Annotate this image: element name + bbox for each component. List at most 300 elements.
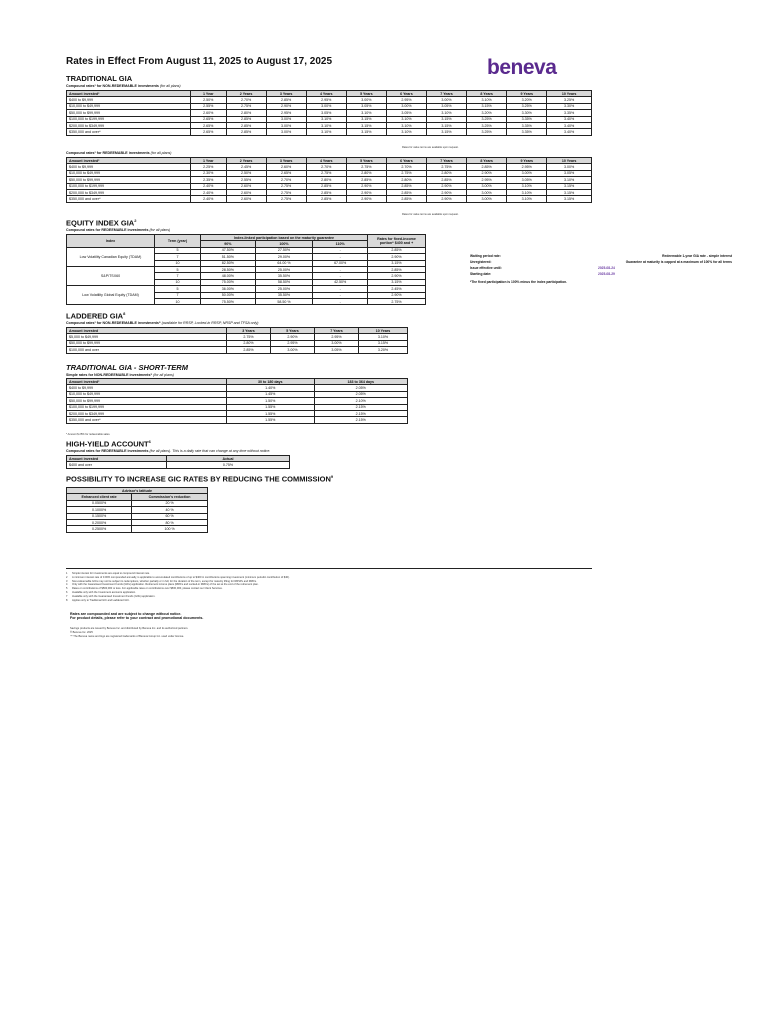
rate-cell: 10 <box>155 279 201 285</box>
rate-cell: 2.80% <box>227 340 271 346</box>
rate-cell: 2.70% <box>306 164 346 170</box>
footnote-text: Non-redeemable GICs may not be subject to redemptions, whether partially or in full, for the duration of the term, except for maturity lifting for RRSPs and RRIFs. <box>72 579 257 583</box>
rate-cell: 3.25% <box>547 97 592 103</box>
short-term-subhead: Simple rates for NON-REDEEMABLE investments⁵ (for all plans) <box>66 373 174 377</box>
row-label: $100,000 to $199,999 <box>67 404 227 410</box>
rate-cell: 3.05% <box>386 110 426 116</box>
rate-cell: 2.75% <box>227 334 271 340</box>
table-row <box>67 526 208 532</box>
rate-cell: 10 <box>155 298 201 304</box>
equity-side-info <box>470 253 732 284</box>
rate-cell: 3.10% <box>306 116 346 122</box>
rate-cell: 0.2500% <box>67 526 132 532</box>
rate-cell: - <box>313 247 368 253</box>
rate-cell: 2.60% <box>266 164 306 170</box>
rate-cell: 3.10% <box>358 334 407 340</box>
rate-cell: 2.35% <box>191 177 227 183</box>
page-title: Rates in Effect From August 11, 2025 to August 17, 2025 <box>66 56 333 67</box>
rate-cell: 2.95% <box>314 334 358 340</box>
rate-cell: 2.75% <box>426 164 466 170</box>
rate-cell: 51.50% <box>201 254 256 260</box>
row-label: $50,000 to $99,999 <box>67 398 227 404</box>
rate-cell: 2.60% <box>191 110 227 116</box>
rate-cell: 2.85% <box>306 189 346 195</box>
rate-cell: 2.95% <box>270 340 314 346</box>
rate-cell: 2.80% <box>386 177 426 183</box>
rate-cell: 2.70% <box>386 164 426 170</box>
rate-cell: 3.10% <box>386 122 426 128</box>
rate-cell: 3.15% <box>467 103 507 109</box>
rate-cell: 2.80% <box>226 110 266 116</box>
rate-cell: 3.00% <box>270 347 314 353</box>
rate-cell: 25.00% <box>255 286 313 292</box>
rate-cell: 2.65% <box>191 116 227 122</box>
rate-cell: 3.25% <box>507 103 547 109</box>
side-info-row <box>470 271 732 277</box>
legal-line: ™ The Beneva name and logo are registered trademarks of Beneva Group Inc. used under license. <box>70 634 184 638</box>
rate-cell: 3.00% <box>386 103 426 109</box>
rate-cell: 2.80% <box>346 170 386 176</box>
rate-cell: 2.60% <box>226 196 266 202</box>
column-header: 5 Years <box>346 158 386 164</box>
rate-cell: 2.80% <box>306 177 346 183</box>
rate-cell: 3.30% <box>507 110 547 116</box>
rate-cell: 29.00% <box>255 254 313 260</box>
column-header: Amount invested³ <box>67 158 191 164</box>
rate-cell: 3.20% <box>507 97 547 103</box>
rate-cell: 3.10% <box>386 129 426 135</box>
guarantee-header: 90% <box>201 241 256 247</box>
column-header: 10 Years <box>547 158 592 164</box>
short-term-table <box>66 378 408 424</box>
rate-cell: 58.50% <box>255 279 313 285</box>
column-header: 5 Years <box>346 91 386 97</box>
legal-notes <box>70 627 188 638</box>
rate-cell: 3.15% <box>547 183 592 189</box>
rate-cell: 2.90% <box>346 196 386 202</box>
equity-index-title: EQUITY INDEX GIA$^2$ <box>66 218 137 228</box>
term-header: Term (year) <box>155 235 201 248</box>
rate-cell: 2.50% <box>191 97 227 103</box>
rate-cell: 60 % <box>132 513 208 519</box>
laddered-gia-title: LADDERED GIA$^8$ <box>66 311 126 321</box>
rate-cell: 3.00% <box>266 122 306 128</box>
traditional-nonred-note: Rates for value terms are available upon request. <box>402 146 459 149</box>
rate-cell: 2.75% <box>346 164 386 170</box>
column-header: 5 Years <box>270 328 314 334</box>
column-header: 3 Years <box>266 91 306 97</box>
index-header: Index <box>67 235 155 248</box>
rate-cell: 2.75% <box>266 183 306 189</box>
rate-cell: 0.0500% <box>67 500 132 506</box>
rate-cell: 0.75% <box>167 462 290 468</box>
rate-cell: 2.75% <box>368 298 426 304</box>
column-header: 8 Years <box>467 91 507 97</box>
rate-cell: 3.20% <box>358 347 407 353</box>
rate-cell: 3.00% <box>467 189 507 195</box>
column-header: 9 Years <box>507 91 547 97</box>
beneva-logo: beneva <box>487 56 557 79</box>
rate-cell: 2.90% <box>368 254 426 260</box>
rate-cell: 2.90% <box>266 103 306 109</box>
column-header: 1 Year <box>191 158 227 164</box>
rate-cell: 35.50% <box>255 273 313 279</box>
table-row <box>67 347 408 353</box>
footnote <box>66 599 586 603</box>
equity-subhead: Compound rates for REDEEMABLE investments (for all plans) <box>66 228 171 232</box>
rate-cell: 47.50% <box>201 247 256 253</box>
rate-cell: 3.30% <box>547 103 592 109</box>
rate-cell: 1.55% <box>227 410 315 416</box>
rate-cell: 2.65% <box>266 170 306 176</box>
footnote-number: 1 <box>66 572 68 575</box>
column-header: 10 Years <box>547 91 592 97</box>
rate-cell: 2.50% <box>226 170 266 176</box>
rate-cell: 64.00 % <box>255 260 313 266</box>
row-label: $350,000 and over⁴ <box>67 196 191 202</box>
column-header: 2 Years <box>226 91 266 97</box>
rate-cell: 5 <box>155 286 201 292</box>
row-label: $100,000 and over <box>67 347 227 353</box>
rate-cell: 5 <box>155 247 201 253</box>
row-label: $10,000 to $49,999 <box>67 170 191 176</box>
rate-cell: 3.05% <box>306 110 346 116</box>
rate-cell: 27.50% <box>255 247 313 253</box>
rate-cell: 3.15% <box>368 279 426 285</box>
rate-cell: 2.75% <box>226 103 266 109</box>
column-header: 7 Years <box>426 91 466 97</box>
rate-cell: 2.60% <box>226 189 266 195</box>
row-label: $50,000 to $99,999 <box>67 177 191 183</box>
rate-cell: 3.15% <box>547 196 592 202</box>
footnote-number: 3 <box>66 579 68 583</box>
rate-cell: - <box>313 286 368 292</box>
column-header: 183 to 364 days <box>314 379 407 385</box>
rate-cell: 2.85% <box>346 177 386 183</box>
rate-cell: 50.00% <box>201 292 256 298</box>
rate-cell: 2.40% <box>191 189 227 195</box>
participation-header: Index-linked participation based on the maturity guarantee <box>201 235 368 241</box>
column-header: Actual <box>167 456 290 462</box>
footnote-divider <box>66 568 592 569</box>
rate-cell: 2.60% <box>226 183 266 189</box>
row-label: $200,000 to $349,999 <box>67 410 227 416</box>
rate-cell: 3.25% <box>467 129 507 135</box>
rate-cell: 7 <box>155 273 201 279</box>
rate-cell: 3.15% <box>426 122 466 128</box>
table-row <box>67 462 290 468</box>
rate-cell: 2.15% <box>314 404 407 410</box>
column-header: 30 to 180 days <box>227 379 315 385</box>
rate-cell: 3.10% <box>507 189 547 195</box>
rate-cell: 3.10% <box>467 97 507 103</box>
column-header: 4 Years <box>306 158 346 164</box>
rate-cell: 3.15% <box>346 116 386 122</box>
rate-cell: 2.45% <box>368 286 426 292</box>
rate-cell: 1.55% <box>227 417 315 423</box>
rate-cell: - <box>313 298 368 304</box>
footnote-number: 4 <box>66 583 68 587</box>
rate-cell: 3.00% <box>507 170 547 176</box>
rate-cell: 2.80% <box>426 170 466 176</box>
column-header: 7 Years <box>314 328 358 334</box>
legal-line: ® Beneva Inc. 2025 <box>70 630 93 634</box>
row-label: $5,000 to $49,999 <box>67 334 227 340</box>
rate-cell: 2.95% <box>467 177 507 183</box>
traditional-red-subhead: Compound rates¹ for REDEEMABLE investments (for all plans) <box>66 151 172 155</box>
row-label: $100,000 to $199,999 <box>67 183 191 189</box>
rate-cell: 36.00% <box>201 286 256 292</box>
rate-cell: 2.90% <box>368 292 426 298</box>
rate-cell: 2.90% <box>426 196 466 202</box>
guarantee-header: 100% <box>255 241 313 247</box>
rate-cell: 2.85% <box>386 183 426 189</box>
rate-cell: 3.40% <box>547 116 592 122</box>
column-header: Amount invested <box>67 328 227 334</box>
column-header: Amount invested³ <box>67 379 227 385</box>
rate-cell: 3.40% <box>547 129 592 135</box>
column-header: 9 Years <box>507 158 547 164</box>
rate-cell: 3.15% <box>368 260 426 266</box>
column-header: 3 Years <box>227 328 271 334</box>
rate-cell: 3.10% <box>507 183 547 189</box>
column-header: Amount invested³ <box>67 91 191 97</box>
rate-cell: 3.05% <box>346 103 386 109</box>
rate-cell: 2.85% <box>386 196 426 202</box>
index-name: S&P/TSX60 <box>67 266 155 285</box>
row-label: $50,000 to $99,999 <box>67 340 227 346</box>
rate-cell: 82.50% <box>201 260 256 266</box>
rate-cell: 3.15% <box>346 129 386 135</box>
rate-cell: 67.00% <box>313 260 368 266</box>
rate-cell: 2.90% <box>426 189 466 195</box>
equity-index-table <box>66 234 426 305</box>
rate-cell: 2.65% <box>191 122 227 128</box>
rate-cell: 3.15% <box>426 129 466 135</box>
high-yield-title: HIGH-YIELD ACCOUNT$^6$ <box>66 439 151 449</box>
laddered-subhead: Compound rates¹ for NON-REDEEMABLE investments⁹ (available for RRSP, Locked-in RRSP, NRSP and TFSA only) <box>66 321 259 325</box>
rate-cell: 2.85% <box>227 347 271 353</box>
rate-cell: 2.70% <box>266 177 306 183</box>
row-label: $400 and over <box>67 462 167 468</box>
rate-cell: 1.40% <box>227 385 315 391</box>
footnote-text: Simple interest for investments are equal to compound interest rate. <box>72 572 150 575</box>
footnote-text: Only with the Guaranteed Investment Funds (GIFs) application. Retirement income plans (RRIFs and Locked-in RRIFs) of the set at the end of the retirement plan. <box>72 583 259 587</box>
footnote-text: Available only with the Investment accounts application. <box>72 590 136 594</box>
rate-cell: 2.95% <box>386 97 426 103</box>
short-term-note: * Amount $ 25% for redeemable sales. <box>66 433 111 436</box>
rate-cell: 3.00% <box>266 129 306 135</box>
rate-cell: 0.1000% <box>67 507 132 513</box>
rate-cell: 3.25% <box>467 116 507 122</box>
rate-cell: 3.10% <box>547 177 592 183</box>
side-info-label: Waiting period rate: <box>470 254 501 258</box>
rate-cell: 3.20% <box>467 110 507 116</box>
side-info-label: Starting date: <box>470 272 492 276</box>
rate-cell: 2.85% <box>306 183 346 189</box>
rate-cell: 3.00% <box>314 340 358 346</box>
row-label: $350,000 and over⁴ <box>67 417 227 423</box>
rate-cell: 1.50% <box>227 398 315 404</box>
rate-cell: 3.35% <box>507 129 547 135</box>
column-header: Amount invested <box>67 456 167 462</box>
traditional-nonred-subhead: Compound rates¹ for NON-REDEEMABLE investments (for all plans) <box>66 84 181 88</box>
traditional-red-note: Rates for value terms are available upon request. <box>402 213 459 216</box>
rate-cell: 2.85% <box>368 247 426 253</box>
footnote-text: A minimum interest rate of 0.00% compounded annually, is applicable to accumulated contributions of up to $400 in contributions spanning investment (minimum periodic contribution of $40). <box>72 575 290 579</box>
traditional-gia-title: TRADITIONAL GIA <box>66 74 133 83</box>
row-label: $50,000 to $99,999 <box>67 110 191 116</box>
rate-cell: 3.00% <box>306 103 346 109</box>
rate-cell: 2.70% <box>226 97 266 103</box>
rate-cell: 2.85% <box>226 116 266 122</box>
guarantee-header: 110% <box>313 241 368 247</box>
column-header: 2 Years <box>226 158 266 164</box>
rate-cell: 0.1500% <box>67 513 132 519</box>
rate-cell: 2.75% <box>266 196 306 202</box>
rate-cell: 2.30% <box>191 170 227 176</box>
rate-cell: 3.15% <box>358 340 407 346</box>
rate-cell: 3.05% <box>547 170 592 176</box>
row-label: $400 to $9,999 <box>67 164 191 170</box>
row-label: $100,000 to $199,999 <box>67 116 191 122</box>
rate-cell: 25.00% <box>255 266 313 272</box>
rate-cell: 2.85% <box>368 266 426 272</box>
high-yield-subhead: Compound rates for REDEEMABLE investments (for all plans). This is a daily rate that can change at any time without notice. <box>66 449 271 453</box>
column-header: 4 Years <box>306 91 346 97</box>
rate-cell: 3.10% <box>507 196 547 202</box>
table-row <box>67 417 408 423</box>
footnote-number: 8 <box>66 598 68 602</box>
side-info-value: 2025-08-29 <box>598 272 615 276</box>
rate-cell: 2.40% <box>191 183 227 189</box>
rate-cell: 3.00% <box>266 116 306 122</box>
legal-line: Savings products are issued by Beneva Inc. and distributed by Beneva Inc. and its authorized partners. <box>70 627 189 630</box>
row-label: $10,000 to $49,999 <box>67 391 227 397</box>
rate-cell: 42.50% <box>313 279 368 285</box>
rate-cell: 2.15% <box>314 417 407 423</box>
rate-cell: - <box>313 254 368 260</box>
rate-cell: - <box>313 273 368 279</box>
rate-cell: 2.75% <box>266 189 306 195</box>
rate-cell: 20 % <box>132 500 208 506</box>
rate-cell: 58.50 % <box>255 298 313 304</box>
row-label: $350,000 and over⁴ <box>67 129 191 135</box>
rate-cell: 3.00% <box>467 183 507 189</box>
rate-cell: 2.90% <box>346 183 386 189</box>
rate-cell: 1.45% <box>227 391 315 397</box>
rate-cell: 2.85% <box>226 129 266 135</box>
index-name: Low Volatility Canadian Equity (TDAM) <box>67 247 155 266</box>
rate-cell: 3.05% <box>314 347 358 353</box>
rate-cell: - <box>313 292 368 298</box>
footnote-number: 7 <box>66 594 68 598</box>
row-label: $10,000 to $49,999 <box>67 103 191 109</box>
rate-cell: 3.25% <box>467 122 507 128</box>
rate-cell: 2.95% <box>306 97 346 103</box>
rate-cell: 3.00% <box>467 196 507 202</box>
high-yield-table <box>66 455 290 469</box>
rate-cell: 3.35% <box>547 110 592 116</box>
traditional-nonredeemable-table <box>66 90 592 136</box>
column-header: 6 Years <box>386 158 426 164</box>
short-term-title: TRADITIONAL GIA - SHORT-TERM <box>66 363 188 372</box>
rate-cell: 1.55% <box>227 404 315 410</box>
side-info-label: Unregistered: <box>470 260 492 264</box>
column-header: Enhanced client rate <box>67 494 132 500</box>
rate-cell: 2.05% <box>314 391 407 397</box>
rate-cell: 48.00% <box>201 273 256 279</box>
rate-cell: 75.50% <box>201 298 256 304</box>
rate-cell: 3.00% <box>426 97 466 103</box>
index-name: Low Volatility Global Equity (TDAM) <box>67 286 155 305</box>
rate-cell: 3.10% <box>306 122 346 128</box>
rate-cell: 2.65% <box>191 129 227 135</box>
side-info-value: Redeemable 1-year GIA rate - simple interest <box>662 254 732 258</box>
column-header: 6 Years <box>386 91 426 97</box>
rate-cell: 2.90% <box>426 183 466 189</box>
row-label: $200,000 to $349,999 <box>67 122 191 128</box>
rate-cell: 3.40% <box>547 122 592 128</box>
rate-cell: 2.95% <box>266 110 306 116</box>
rate-cell: - <box>313 266 368 272</box>
column-header: 7 Years <box>426 158 466 164</box>
rate-cell: 75.00% <box>201 279 256 285</box>
traditional-redeemable-table <box>66 157 592 203</box>
commission-table <box>66 487 208 533</box>
rate-cell: 2.85% <box>426 177 466 183</box>
column-header: 3 Years <box>266 158 306 164</box>
rate-cell: 35.50% <box>255 292 313 298</box>
rate-cell: 2.45% <box>226 164 266 170</box>
rate-cell: 2.40% <box>191 196 227 202</box>
footnote-number: 2 <box>66 575 68 579</box>
rate-cell: 2.75% <box>306 170 346 176</box>
laddered-gia-table <box>66 327 408 354</box>
side-info-footnote: *The fixed participation is 100% minus the index participation. <box>470 280 568 284</box>
rate-cell: 100 % <box>132 526 208 532</box>
rate-cell: 2.85% <box>467 164 507 170</box>
rate-cell: 2.90% <box>467 170 507 176</box>
rate-cell: 2.15% <box>314 410 407 416</box>
rate-cell: 40 % <box>132 507 208 513</box>
column-header: 8 Years <box>467 158 507 164</box>
advisor-latitude-header: Advisor's latitude <box>67 488 208 494</box>
footnote-text: Available only with the Guaranteed Investment Funds (GIFs) application. <box>72 594 156 598</box>
rate-cell: 3.00% <box>346 97 386 103</box>
table-row <box>67 196 592 202</box>
rate-cell: 80 % <box>132 519 208 525</box>
table-row <box>67 129 592 135</box>
fixed-rate-header: Rates for fixed-income portion⁶ $400 and + <box>368 235 426 248</box>
rate-cell: 2.55% <box>226 177 266 183</box>
row-label: $400 to $9,999 <box>67 97 191 103</box>
rate-cell: 3.10% <box>426 110 466 116</box>
rate-cell: 28.50% <box>201 266 256 272</box>
rate-cell: 3.10% <box>386 116 426 122</box>
rate-cell: 2.85% <box>306 196 346 202</box>
rate-cell: 3.35% <box>507 122 547 128</box>
rate-cell: 2.95% <box>507 164 547 170</box>
rates-note: Rates are compounded and are subject to change without notice. For product details, please refer to your contract and promotional documents. <box>70 612 204 621</box>
side-info-label: Issue effective until: <box>470 266 502 270</box>
rate-cell: 2.90% <box>368 273 426 279</box>
rate-cell: 3.15% <box>346 122 386 128</box>
rate-cell: 2.25% <box>191 164 227 170</box>
rate-cell: 2.85% <box>386 189 426 195</box>
row-label: $400 to $9,999 <box>67 385 227 391</box>
rate-cell: 3.15% <box>547 189 592 195</box>
